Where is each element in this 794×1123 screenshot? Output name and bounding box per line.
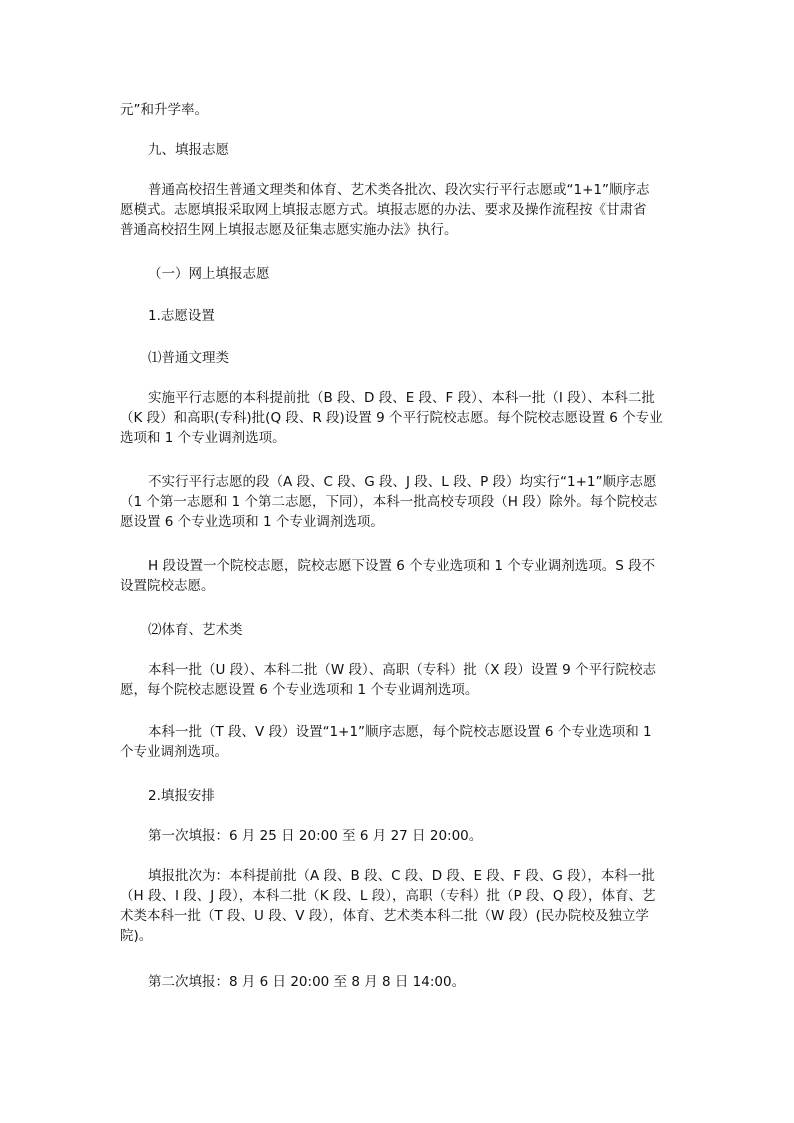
text-line: （H 段、I 段、J 段），本科二批（K 段、L 段），高职（专科）批（P 段、Q 段），体育、艺: [120, 888, 656, 904]
item-general-category: ⑴普通文理类: [148, 350, 229, 366]
text-line: 愿，每个院校志愿设置 6 个专业选项和 1 个专业调剂选项。: [120, 682, 479, 698]
text-line: 元”和升学率。: [120, 102, 208, 118]
paragraph-parallel-volunteer: [120, 388, 663, 448]
paragraph-sports-art-parallel: [120, 660, 656, 700]
paragraph-first-filling: 第一次填报：6 月 25 日 20:00 至 6 月 27 日 20:00。: [148, 828, 483, 844]
paragraph-second-filling: 第二次填报：8 月 6 日 20:00 至 8 月 8 日 14:00。: [148, 974, 466, 990]
text-line: 普通高校招生普通文理类和体育、艺术类各批次、段次实行平行志愿或“1+1”顺序志: [148, 182, 650, 198]
section-heading-9: 九、填报志愿: [148, 142, 229, 158]
paragraph-intro: [120, 180, 649, 240]
item-sports-art-category: ⑵体育、艺术类: [148, 622, 243, 638]
text-line: （1 个第一志愿和 1 个第二志愿，下同），本科一批高校专项段（H 段）除外。每个院校志: [120, 494, 658, 510]
text-line: 填报批次为：本科提前批（A 段、B 段、C 段、D 段、E 段、F 段、G 段），本科一批: [148, 868, 655, 884]
text-line: 愿模式。志愿填报采取网上填报志愿方式。填报志愿的办法、要求及操作流程按《甘肃省: [120, 202, 647, 218]
text-line: 普通高校招生网上填报志愿及征集志愿实施办法》执行。: [120, 222, 458, 238]
item-filling-schedule: 2.填报安排: [148, 788, 215, 804]
text-line: H 段设置一个院校志愿，院校志愿下设置 6 个专业选项和 1 个专业调剂选项。S 段不: [148, 558, 656, 574]
paragraph-sequential-volunteer: [120, 472, 657, 532]
text-line: 本科一批（U 段）、本科二批（W 段）、高职（专科）批（X 段）设置 9 个平行院校志: [148, 662, 657, 678]
text-line: 院)。: [120, 928, 153, 944]
text-line: 不实行平行志愿的段（A 段、C 段、G 段、J 段、L 段、P 段）均实行“1+1”顺序志愿: [148, 474, 657, 490]
paragraph-sports-art-sequential: [120, 722, 652, 762]
text-line: 设置院校志愿。: [120, 578, 215, 594]
paragraph-h-segment: [120, 556, 655, 596]
text-line: 选项和 1 个专业调剂选项。: [120, 430, 286, 446]
paragraph-continuation: [120, 100, 208, 120]
text-line: （K 段）和高职(专科)批(Q 段、R 段)设置 9 个平行院校志愿。每个院校志愿设置 6 个专业: [120, 410, 663, 426]
item-volunteer-setting: 1.志愿设置: [148, 308, 215, 324]
paragraph-filling-batches: [120, 866, 656, 946]
text-line: 本科一批（T 段、V 段）设置“1+1”顺序志愿，每个院校志愿设置 6 个专业选项和 1: [148, 724, 652, 740]
subheading-online-application: （一）网上填报志愿: [148, 266, 270, 282]
text-line: 术类本科一批（T 段、U 段、V 段），体育、艺术类本科二批（W 段）(民办院校及独立学: [120, 908, 649, 924]
text-line: 愿设置 6 个专业选项和 1 个专业调剂选项。: [120, 514, 384, 530]
text-line: 实施平行志愿的本科提前批（B 段、D 段、E 段、F 段）、本科一批（I 段）、本科二批: [148, 390, 655, 406]
text-line: 个专业调剂选项。: [120, 744, 228, 760]
